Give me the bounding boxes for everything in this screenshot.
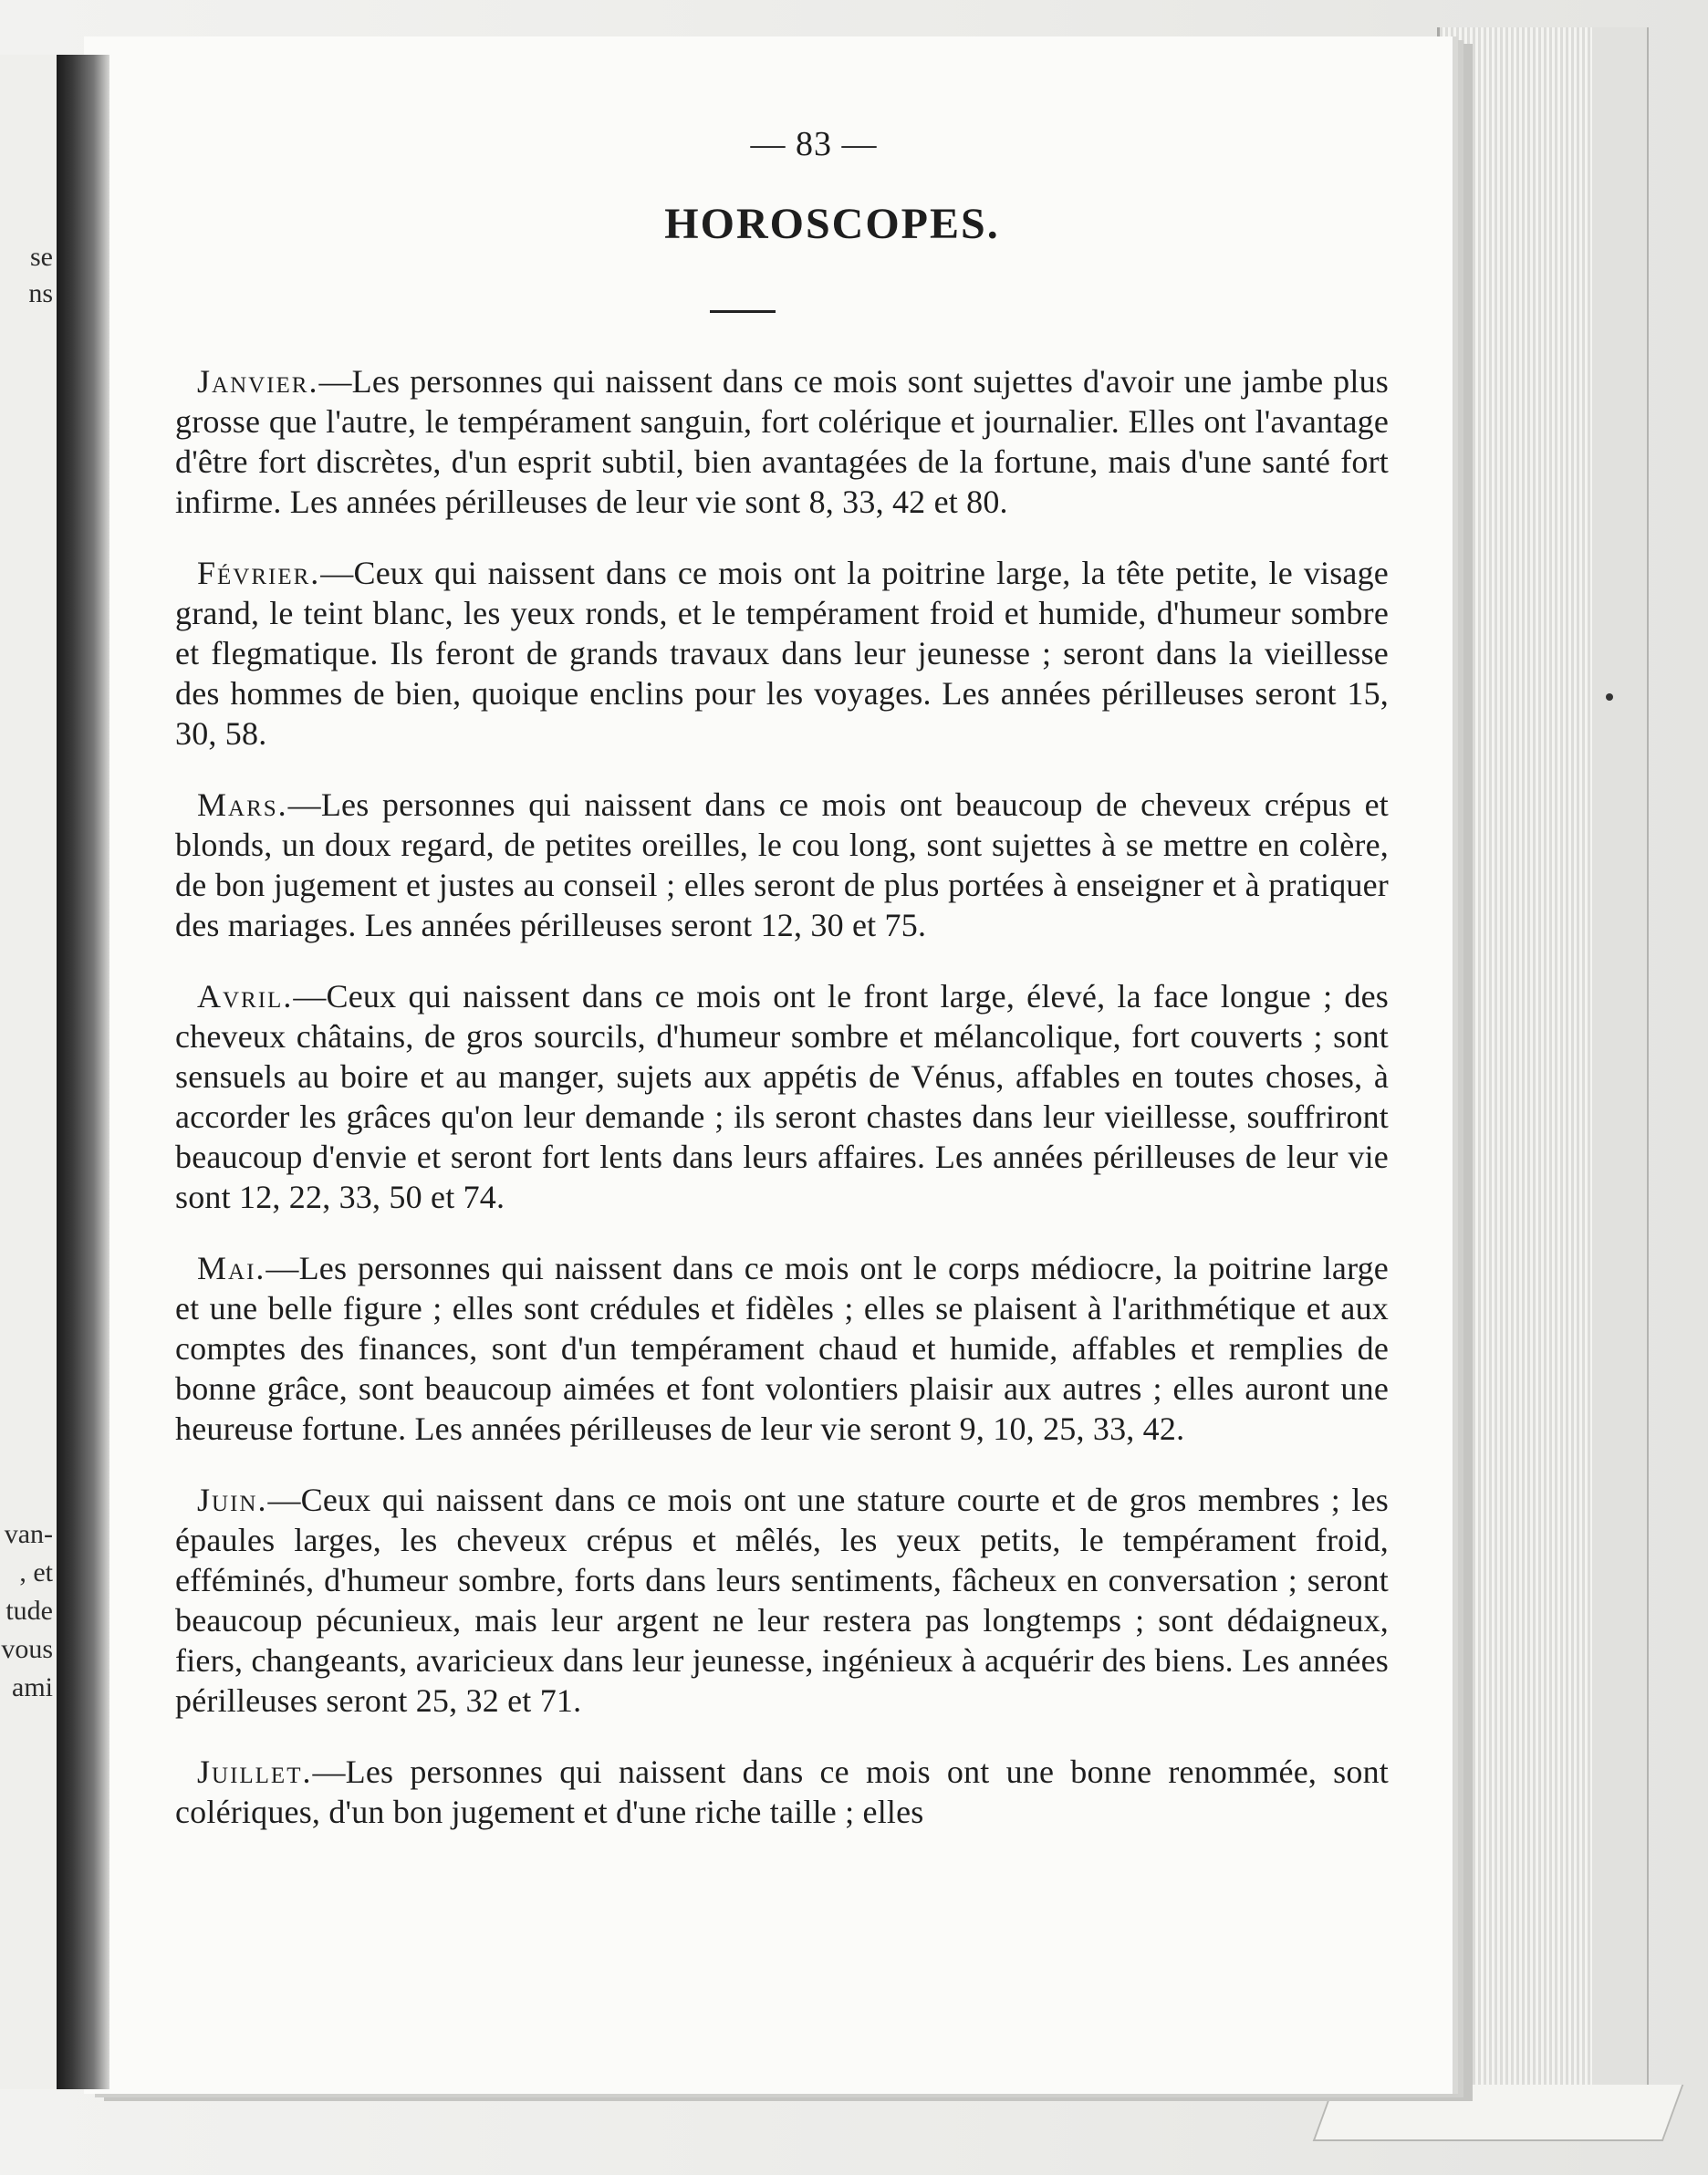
month-label: Juillet. <box>197 1754 313 1790</box>
horoscope-entry-juin <box>175 1480 1389 1721</box>
month-label: Juin. <box>197 1482 268 1518</box>
horoscope-entry-mars <box>175 785 1389 945</box>
horoscope-entry-juillet <box>175 1752 1389 1832</box>
entry-text: —Les personnes qui naissent dans ce mois ont une bonne renommée, sont colériques, d'un bon jugement et d'une riche taille ; elles <box>175 1754 1389 1830</box>
month-label: Janvier. <box>197 363 319 400</box>
horoscope-entry-janvier <box>175 361 1389 522</box>
book-spine-shadow <box>57 55 109 2089</box>
entry-text: —Ceux qui naissent dans ce mois ont une stature courte et de gros membres ; les épaules larges, les cheveux crépus et mêlés, les yeux petits, le tempérament froid, efféminés, d'humeur sombre, forts dans leurs sentiments, fâcheux en conversation ; seront beaucoup pécunieux, mais leur argent ne leur restera pas longtemps ; sont dédaigneux, fiers, changeants, avaricieux dans leur jeunesse, ingénieux à acquérir des biens. Les années périlleuses seront 25, 32 et 71. <box>175 1482 1389 1719</box>
month-label: Mai. <box>197 1250 266 1286</box>
book-page <box>84 36 1453 2094</box>
month-label: Avril. <box>197 978 294 1015</box>
entry-text: —Les personnes qui naissent dans ce mois ont beaucoup de cheveux crépus et blonds, un doux regard, de petites oreilles, le cou long, sont sujettes à se mettre en colère, de bon jugement et justes au conseil ; elles seront de plus portées à enseigner et à pratiquer des mariages. Les années périlleuses seront 12, 30 et 75. <box>175 786 1389 943</box>
page-edges <box>1437 27 1598 2098</box>
facing-page-fragment: van- <box>4 1519 53 1549</box>
month-label: Mars. <box>197 786 288 823</box>
entry-text: —Les personnes qui naissent dans ce mois ont le corps médiocre, la poitrine large et une belle figure ; elles sont crédules et fidèles ; elles se plaisent à l'arithmétique et aux comptes des finances, sont d'un tempérament chaud et humide, affables et remplies de bonne grâce, sont beaucoup aimées et font volontiers plaisir aux autres ; elles auront une heureuse fortune. Les années périlleuses de leur vie seront 9, 10, 25, 33, 42. <box>175 1250 1389 1447</box>
entry-text: —Ceux qui naissent dans ce mois ont le front large, élevé, la face longue ; des cheveux châtains, de gros sourcils, d'humeur sombre et mélancolique, fort couverts ; sont sensuels au boire et au manger, sujets aux appétis de Vénus, affables en toutes choses, à accorder les grâces qu'on leur demande ; ils seront chastes dans leur vieillesse, souffriront beaucoup d'envie et seront fort lents dans leurs affaires. Les années périlleuses de leur vie sont 12, 22, 33, 50 et 74. <box>175 978 1389 1215</box>
page-number: — 83 — <box>750 125 878 163</box>
horoscope-entries <box>175 361 1389 1863</box>
title-divider <box>710 310 776 313</box>
entry-text: —Ceux qui naissent dans ce mois ont la poitrine large, la tête petite, le visage grand, le teint blanc, les yeux ronds, et le tempérament froid et humide, d'humeur sombre et flegmatique. Ils feront de grands travaux dans leur jeunesse ; seront dans la vieillesse des hommes de bien, quoique enclins pour les voyages. Les années périlleuses seront 15, 30, 58. <box>175 555 1389 752</box>
horoscope-entry-mai <box>175 1248 1389 1449</box>
scan-speck <box>1606 693 1613 701</box>
facing-page-fragment: se <box>30 242 53 272</box>
facing-page-fragment: ami <box>12 1672 53 1702</box>
horoscope-entry-fevrier <box>175 553 1389 754</box>
facing-page-fragment: vous <box>1 1634 53 1664</box>
facing-page <box>0 55 58 2089</box>
page-title: HOROSCOPES. <box>664 200 1000 248</box>
facing-page-fragment: , et <box>19 1557 53 1587</box>
entry-text: —Les personnes qui naissent dans ce mois sont sujettes d'avoir une jambe plus grosse que l'autre, le tempérament sanguin, fort colérique et journalier. Elles ont l'avantage d'être fort discrètes, d'un esprit subtil, bien avantagées de la fortune, mais d'une santé fort infirme. Les années périlleuses de leur vie sont 8, 33, 42 et 80. <box>175 363 1389 520</box>
horoscope-entry-avril <box>175 976 1389 1217</box>
facing-page-fragment: tude <box>5 1596 53 1626</box>
facing-page-fragment: ns <box>28 278 53 308</box>
book-cover-edge <box>1592 27 1649 2098</box>
month-label: Février. <box>197 555 321 591</box>
